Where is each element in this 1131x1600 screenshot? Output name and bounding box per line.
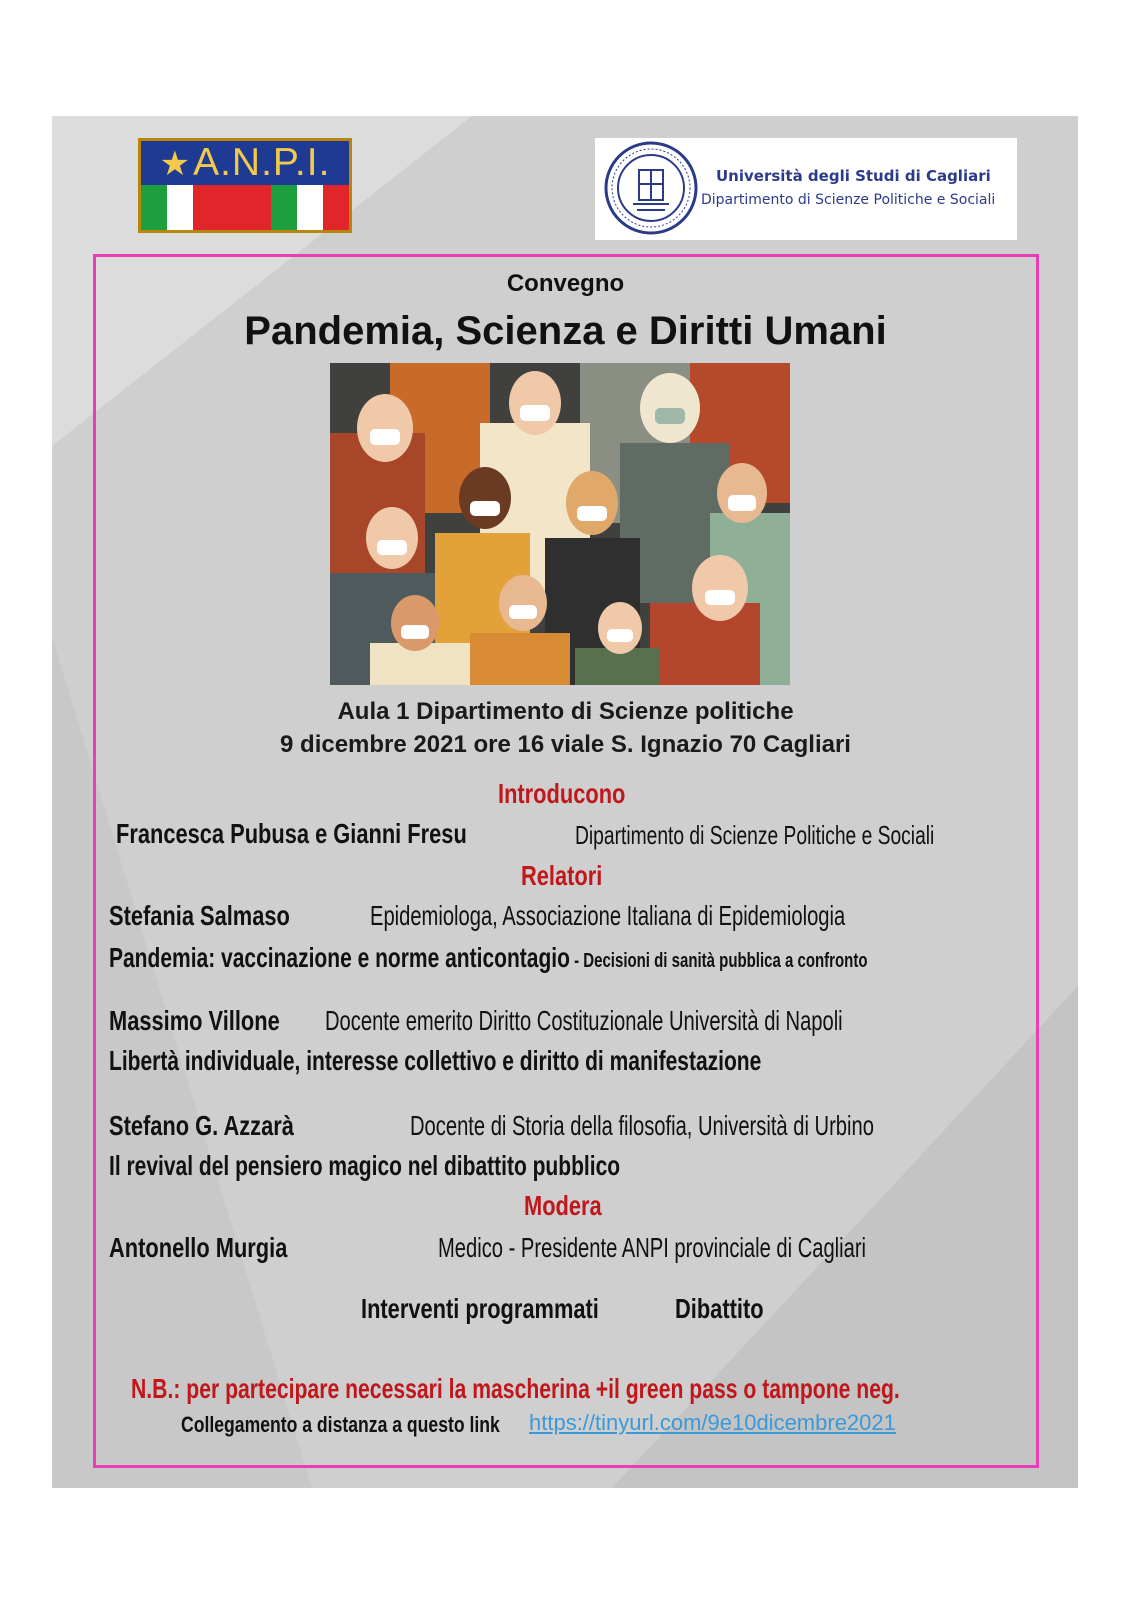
modera-label: Modera <box>524 1190 602 1221</box>
speaker-2-talk: Libertà individuale, interesse collettivo e diritto di manifestazione <box>109 1045 762 1076</box>
university-name: Università degli Studi di Cagliari <box>716 167 991 185</box>
university-department: Dipartimento di Scienze Politiche e Sociali <box>701 192 996 208</box>
italian-flag-stripes <box>141 185 349 230</box>
introducono-label: Introducono <box>498 778 626 809</box>
remote-link-label: Collegamento a distanza a questo link <box>181 1412 500 1437</box>
participation-note: N.B.: per partecipare necessari la mascherina +il green pass o tampone neg. <box>131 1373 900 1404</box>
introducono-affiliation: Dipartimento di Scienze Politiche e Sociali <box>575 820 935 850</box>
introducono-names: Francesca Pubusa e Gianni Fresu <box>116 818 467 849</box>
moderator-name: Antonello Murgia <box>109 1232 288 1263</box>
speaker-1-talk-title: Pandemia: vaccinazione e norme anticontagio <box>109 942 570 973</box>
anpi-logo-text: A.N.P.I. <box>193 141 331 184</box>
venue-line-1: Aula 1 Dipartimento di Scienze politiche <box>337 698 794 725</box>
speaker-2-name: Massimo Villone <box>109 1005 280 1036</box>
star-icon: ★ <box>159 145 192 183</box>
university-logo <box>595 138 1017 240</box>
speaker-1-name: Stefania Salmaso <box>109 900 290 931</box>
interventi-programmati: Interventi programmati <box>361 1293 599 1324</box>
speaker-3-name: Stefano G. Azzarà <box>109 1110 294 1141</box>
speaker-3-role: Docente di Storia della filosofia, Università di Urbino <box>410 1110 874 1141</box>
relatori-label: Relatori <box>521 860 603 891</box>
speaker-1-talk-subtitle: - Decisioni di sanità pubblica a confronto <box>569 950 868 972</box>
event-title: Pandemia, Scienza e Diritti Umani <box>244 309 887 353</box>
anpi-logo-banner <box>141 141 349 185</box>
anpi-logo <box>138 138 352 233</box>
masked-crowd-illustration <box>330 363 790 685</box>
dibattito: Dibattito <box>675 1293 764 1324</box>
speaker-1-talk <box>109 942 867 974</box>
remote-link[interactable]: https://tinyurl.com/9e10dicembre2021 <box>529 1410 896 1435</box>
event-kicker: Convegno <box>506 270 625 297</box>
speaker-3-talk: Il revival del pensiero magico nel dibattito pubblico <box>109 1150 621 1181</box>
speaker-1-role: Epidemiologa, Associazione Italiana di Epidemiologia <box>370 900 846 931</box>
venue-line-2: 9 dicembre 2021 ore 16 viale S. Ignazio 70 Cagliari <box>280 731 851 758</box>
moderator-role: Medico - Presidente ANPI provinciale di Cagliari <box>438 1232 867 1263</box>
university-seal-icon <box>603 140 699 236</box>
speaker-2-role: Docente emerito Diritto Costituzionale Università di Napoli <box>325 1005 843 1036</box>
